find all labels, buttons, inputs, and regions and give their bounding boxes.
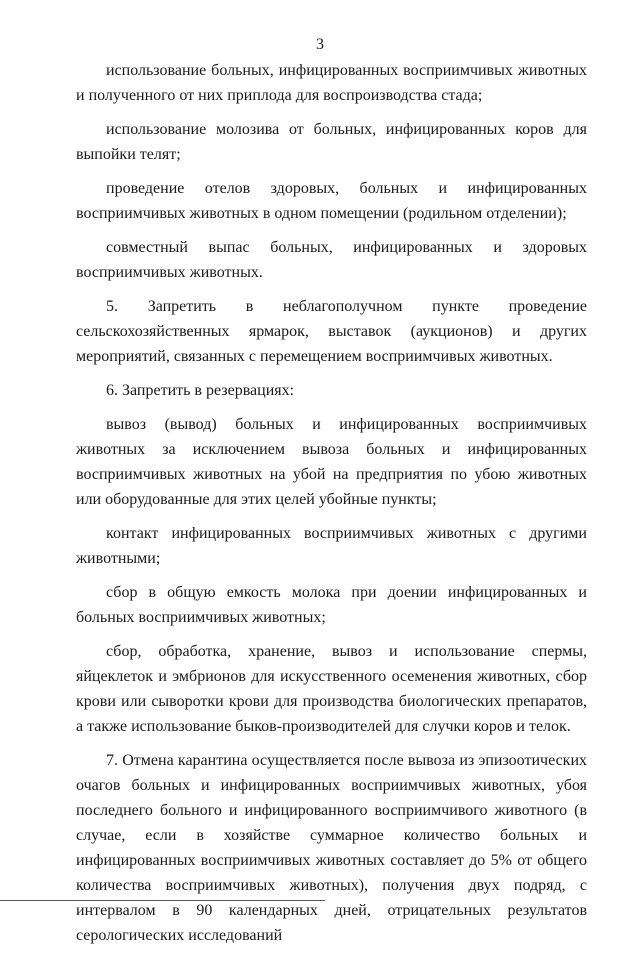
paragraph-ban-joint-calving: проведение отелов здоровых, больных и инфицированных восприимчивых животных в одном помещении (родильном отделении); xyxy=(76,180,587,222)
paragraph-item-7: 7. Отмена карантина осуществляется после вывоза из эпизоотических очагов больных и инфицированных восприимчивых животных, убоя последнего больного и инфицированного восприимчивого животного (в случае, если в хозяйстве суммарное количество больных и инфицированных восприимчивых животных составляет до 5% от общего количества восприимчивых животных), получения двух подряд, с интервалом в 90 календарных дней, отрицательных результатов серологических исследований xyxy=(76,752,587,944)
paragraph-item-6: 6. Запретить в резервациях: xyxy=(106,382,295,399)
paragraph-ban-joint-grazing: совместный выпас больных, инфицированных и здоровых восприимчивых животных. xyxy=(76,239,587,281)
paragraph-item-5: 5. Запретить в неблагополучном пункте проведение сельскохозяйственных ярмарок, выставок (аукционов) и других мероприятий, связанных с перемещением восприимчивых животных. xyxy=(76,298,587,365)
page-number: 3 xyxy=(316,36,324,53)
paragraph-ban-export: вывоз (вывод) больных и инфицированных восприимчивых животных за исключением вывоза больных и инфицированных восприимчивых животных на убой на предприятия по убою животных или оборудованные для этих целей убойные пункты; xyxy=(76,416,587,508)
paragraph-ban-colostrum: использование молозива от больных, инфицированных коров для выпойки телят; xyxy=(76,121,587,163)
paragraph-ban-breeding-use: использование больных, инфицированных восприимчивых животных и полученного от них приплода для воспроизводства стада; xyxy=(76,62,587,104)
paragraph-ban-contact: контакт инфицированных восприимчивых животных с другими животными; xyxy=(76,525,587,567)
paragraph-ban-semen-use: сбор, обработка, хранение, вывоз и использование спермы, яйцеклеток и эмбрионов для искусственного осеменения животных, сбор крови или сыворотки крови для производства биологических препаратов, а также использование быков-производителей для случки коров и телок. xyxy=(76,643,587,735)
bottom-divider xyxy=(0,900,325,901)
document-body xyxy=(76,58,587,957)
paragraph-ban-milk-collection: сбор в общую емкость молока при доении инфицированных и больных восприимчивых животных; xyxy=(76,584,587,626)
